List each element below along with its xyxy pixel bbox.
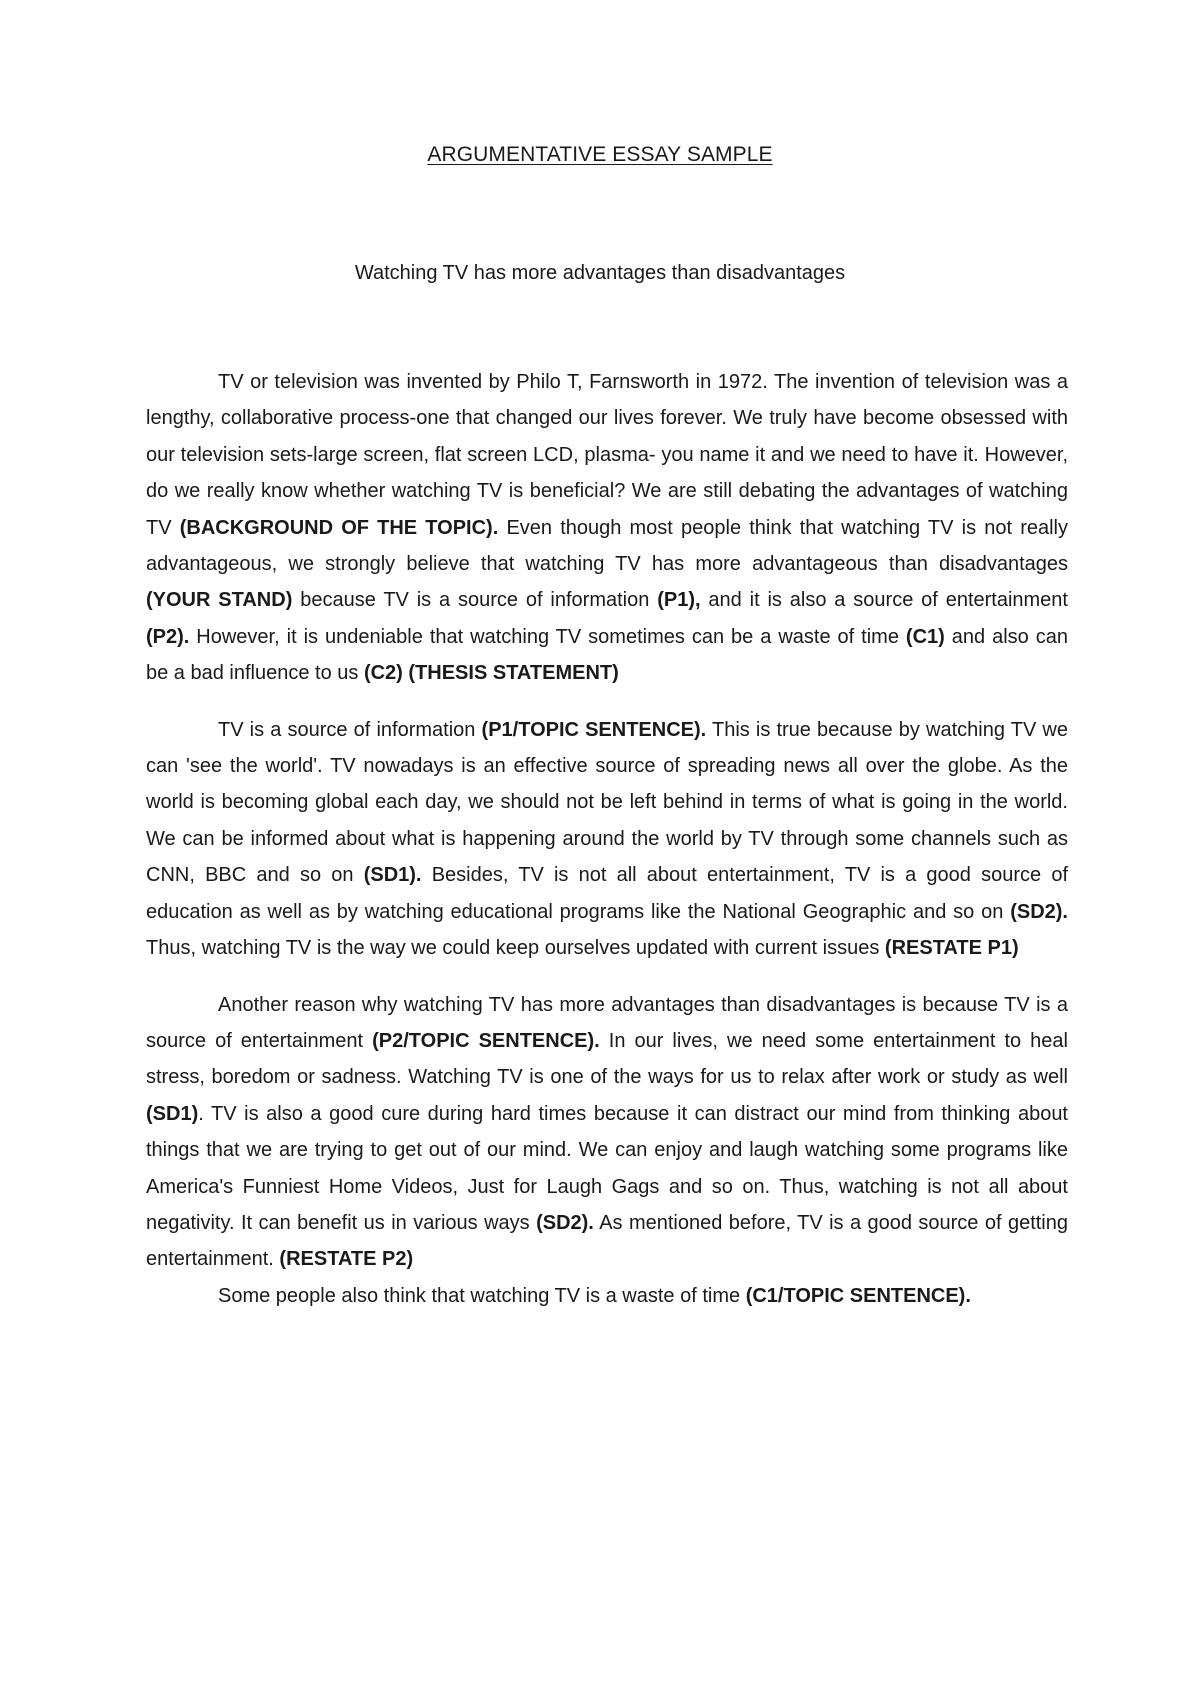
essay-title: Watching TV has more advantages than disadvantages bbox=[354, 262, 846, 284]
essay-text: Even though most people think that watching TV is not really advantageous, we strongly believe that watching TV has more advantageous than disadvantages bbox=[146, 516, 1068, 576]
structure-label: (RESTATE P1) bbox=[884, 937, 1019, 960]
structure-label: (P2/TOPIC SENTENCE). bbox=[372, 1029, 600, 1052]
essay-text: However, it is undeniable that watching TV sometimes can be a waste of time bbox=[189, 625, 906, 648]
structure-label: (SD1). bbox=[363, 864, 422, 887]
structure-label: (C2) (THESIS STATEMENT) bbox=[363, 662, 619, 685]
document-title: ARGUMENTATIVE ESSAY SAMPLE bbox=[427, 143, 773, 166]
paragraph-counter-1 bbox=[146, 1278, 1068, 1314]
structure-label: (C1/TOPIC SENTENCE). bbox=[745, 1284, 971, 1307]
structure-label: (C1) bbox=[905, 625, 945, 648]
paragraph-point-1 bbox=[146, 712, 1068, 967]
structure-label: (P2). bbox=[146, 625, 190, 648]
structure-label: (RESTATE P2) bbox=[279, 1248, 414, 1271]
essay-text: . TV is also a good cure during hard times because it can distract our mind from thinking about things that we are trying to get out of our mind. We can enjoy and laugh watching some programs like America's Funniest Home Videos, Just for Laugh Gags and so on. Thus, watching is not all about negativity. It can benefit us in various ways bbox=[146, 1102, 1068, 1234]
essay-text: TV or television was invented by Philo T, Farnsworth in 1972. The invention of television was a lengthy, collaborative process-one that changed our lives forever. We truly have become obsessed with our television sets-large screen, flat screen LCD, plasma- you name it and we need to have it. However, do we really know whether watching TV is beneficial? We are still debating the advantages of watching TV bbox=[146, 371, 1068, 539]
essay-body bbox=[146, 364, 1068, 1314]
structure-label: (SD1) bbox=[146, 1102, 199, 1125]
paragraph-introduction bbox=[146, 364, 1068, 692]
essay-text: In our lives, we need some entertainment to heal stress, boredom or sadness. Watching TV is one of the ways for us to relax after work or study as well bbox=[146, 1029, 1068, 1089]
essay-text: Besides, TV is not all about entertainment, TV is a good source of education as well as by watching educational programs like the National Geographic and so on bbox=[146, 864, 1068, 923]
structure-label: (YOUR STAND) bbox=[146, 589, 293, 612]
essay-text: because TV is a source of information bbox=[292, 589, 658, 612]
structure-label: (BACKGROUND OF THE TOPIC). bbox=[179, 516, 499, 539]
essay-text: Some people also think that watching TV is a waste of time bbox=[218, 1284, 746, 1307]
structure-label: (P1), bbox=[657, 589, 701, 612]
essay-text: As mentioned before, TV is a good source of getting entertainment. bbox=[146, 1211, 1068, 1271]
essay-text: and also can be a bad influence to us bbox=[146, 625, 1068, 685]
structure-label: (SD2). bbox=[536, 1211, 594, 1234]
structure-label: (SD2). bbox=[1010, 900, 1068, 923]
essay-text: TV is a source of information bbox=[218, 718, 482, 741]
essay-text: Another reason why watching TV has more advantages than disadvantages is because TV is a source of entertainment bbox=[146, 993, 1068, 1052]
structure-label: (P1/TOPIC SENTENCE). bbox=[481, 718, 707, 741]
essay-text: and it is also a source of entertainment bbox=[700, 589, 1068, 612]
essay-text: This is true because by watching TV we can 'see the world'. TV nowadays is an effective source of spreading news all over the globe. As the world is becoming global each day, we should not be left behind in terms of what is going in the world. We can be informed about what is happening around the world by TV through some channels such as CNN, BBC and so on bbox=[146, 718, 1068, 887]
paragraph-point-2 bbox=[146, 987, 1068, 1278]
essay-text: Thus, watching TV is the way we could keep ourselves updated with current issues bbox=[146, 937, 885, 960]
